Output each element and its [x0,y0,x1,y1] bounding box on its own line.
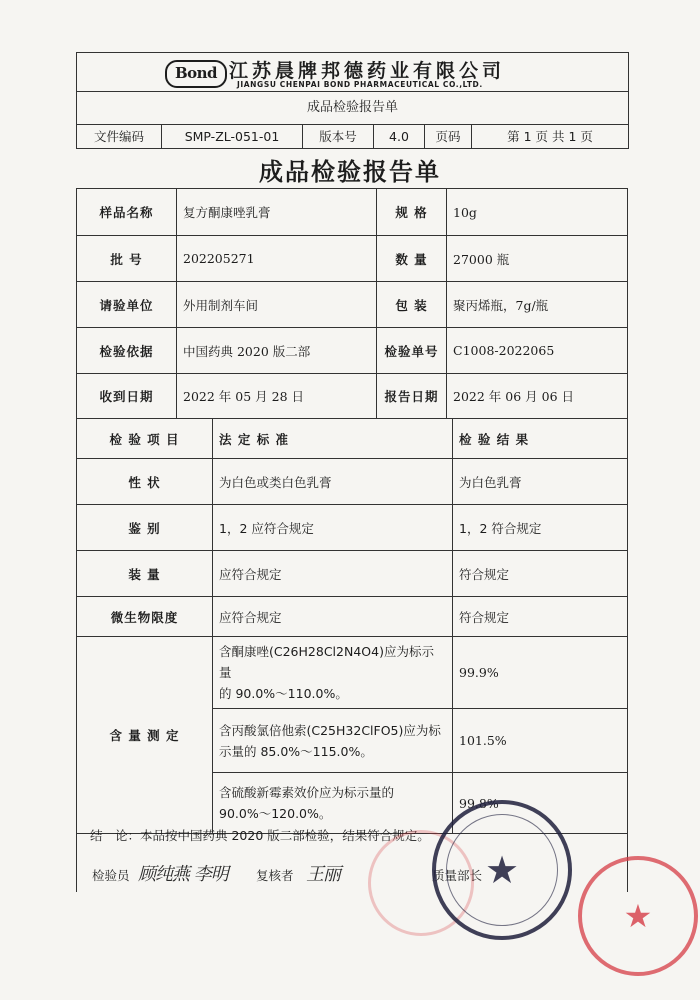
star-icon: ★ [484,848,520,892]
report-date-value: 2022 年 06 月 06 日 [447,374,628,419]
qa-dept-seal [578,856,698,976]
test-item: 鉴 别 [77,505,213,551]
assay-result: 99.8% [453,773,628,834]
batch-label: 批 号 [77,236,177,282]
test-row [77,551,628,597]
version-label: 版本号 [303,125,374,148]
report-title: 成品检验报告单 [259,158,441,186]
header-subtitle: 成品检验报告单 [77,92,628,125]
pack-label: 包 装 [377,282,447,328]
test-standard: 应符合规定 [213,551,453,597]
info-row [77,189,628,236]
test-result: 符合规定 [453,551,628,597]
batch-value: 202205271 [177,236,377,282]
assay-standard [213,773,453,834]
col-item-header: 检 验 项 目 [77,419,213,459]
test-standard: 应符合规定 [213,597,453,637]
test-item: 装 量 [77,551,213,597]
test-row [77,597,628,637]
assay-standard-line: 示量的 85.0%～115.0%。 [219,743,373,759]
qty-label: 数 量 [377,236,447,282]
company-seal [432,800,572,940]
doc-no-label: 文件编码 [77,125,162,148]
col-standard-header: 法 定 标 准 [213,419,453,459]
assay-standard-line: 90.0%～120.0%。 [219,806,332,821]
assay-result: 101.5% [453,709,628,773]
inspection-table [76,188,628,892]
company-name-cn: 江苏晨牌邦德药业有限公司 [229,60,506,82]
page-value: 第 1 页 共 1 页 [507,129,593,144]
company-logo: Bond [165,60,227,88]
test-result: 符合规定 [453,597,628,637]
dept-label: 请验单位 [77,282,177,328]
header-meta-row [77,125,628,148]
assay-standard-line: 含硫酸新霉素效价应为标示量的 [219,785,395,800]
qty-value: 27000 瓶 [447,236,628,282]
qa-manager-label: 质量部长 [432,868,483,883]
assay-label: 含 量 测 定 [77,637,213,834]
test-result: 为白色乳膏 [453,459,628,505]
assay-standard-line: 的 90.0%～110.0%。 [219,686,348,701]
dept-value: 外用制剂车间 [177,282,377,328]
info-row [77,282,628,328]
assay-standard-line: 含酮康唑(C26H28Cl2N4O4)应为标示量 [219,644,434,680]
inspector-signature: 顾纯燕 李明 [138,864,228,885]
assay-row [77,637,628,709]
test-item: 微生物限度 [77,597,213,637]
document-header [76,52,629,149]
assay-standard-line: 含丙酸氯倍他索(C25H32ClFO5)应为标 [219,722,441,738]
test-row [77,459,628,505]
company-banner [77,53,628,92]
tests-header-row [77,419,628,459]
test-standard: 为白色或类白色乳膏 [213,459,453,505]
report-no-label: 检验单号 [377,328,447,374]
assay-standard [213,637,453,709]
pack-value: 聚丙烯瓶，7g/瓶 [447,282,628,328]
info-row [77,328,628,374]
report-no-value: C1008-2022065 [447,328,628,374]
star-icon: ★ [623,897,653,935]
reviewer-signature: 王丽 [306,864,340,885]
doc-no-value: SMP-ZL-051-01 [162,125,303,148]
sample-name-label: 样品名称 [77,189,177,236]
info-row [77,236,628,282]
info-row [77,374,628,419]
version-value: 4.0 [374,125,425,148]
company-name-en: JIANGSU CHENPAI BOND PHARMACEUTICAL CO.,LTD. [237,80,483,89]
assay-standard [213,709,453,773]
test-standard: 1，2 应符合规定 [213,505,453,551]
recv-date-value: 2022 年 05 月 28 日 [177,374,377,419]
test-item: 性 状 [77,459,213,505]
spec-label: 规 格 [377,189,447,236]
test-result: 1，2 符合规定 [453,505,628,551]
assay-result: 99.9% [453,637,628,709]
basis-value: 中国药典 2020 版二部 [177,328,377,374]
sample-name-value: 复方酮康唑乳膏 [177,189,377,236]
reviewer-label: 复核者 [256,868,294,883]
inspector-label: 检验员 [92,868,130,883]
basis-label: 检验依据 [77,328,177,374]
report-date-label: 报告日期 [377,374,447,419]
recv-date-label: 收到日期 [77,374,177,419]
page-label: 页码 [425,125,472,148]
spec-value: 10g [447,189,628,236]
col-result-header: 检 验 结 果 [453,419,628,459]
conclusion-text: 结 论：本品按中国药典 2020 版二部检验，结果符合规定。 [90,828,430,843]
test-row [77,505,628,551]
